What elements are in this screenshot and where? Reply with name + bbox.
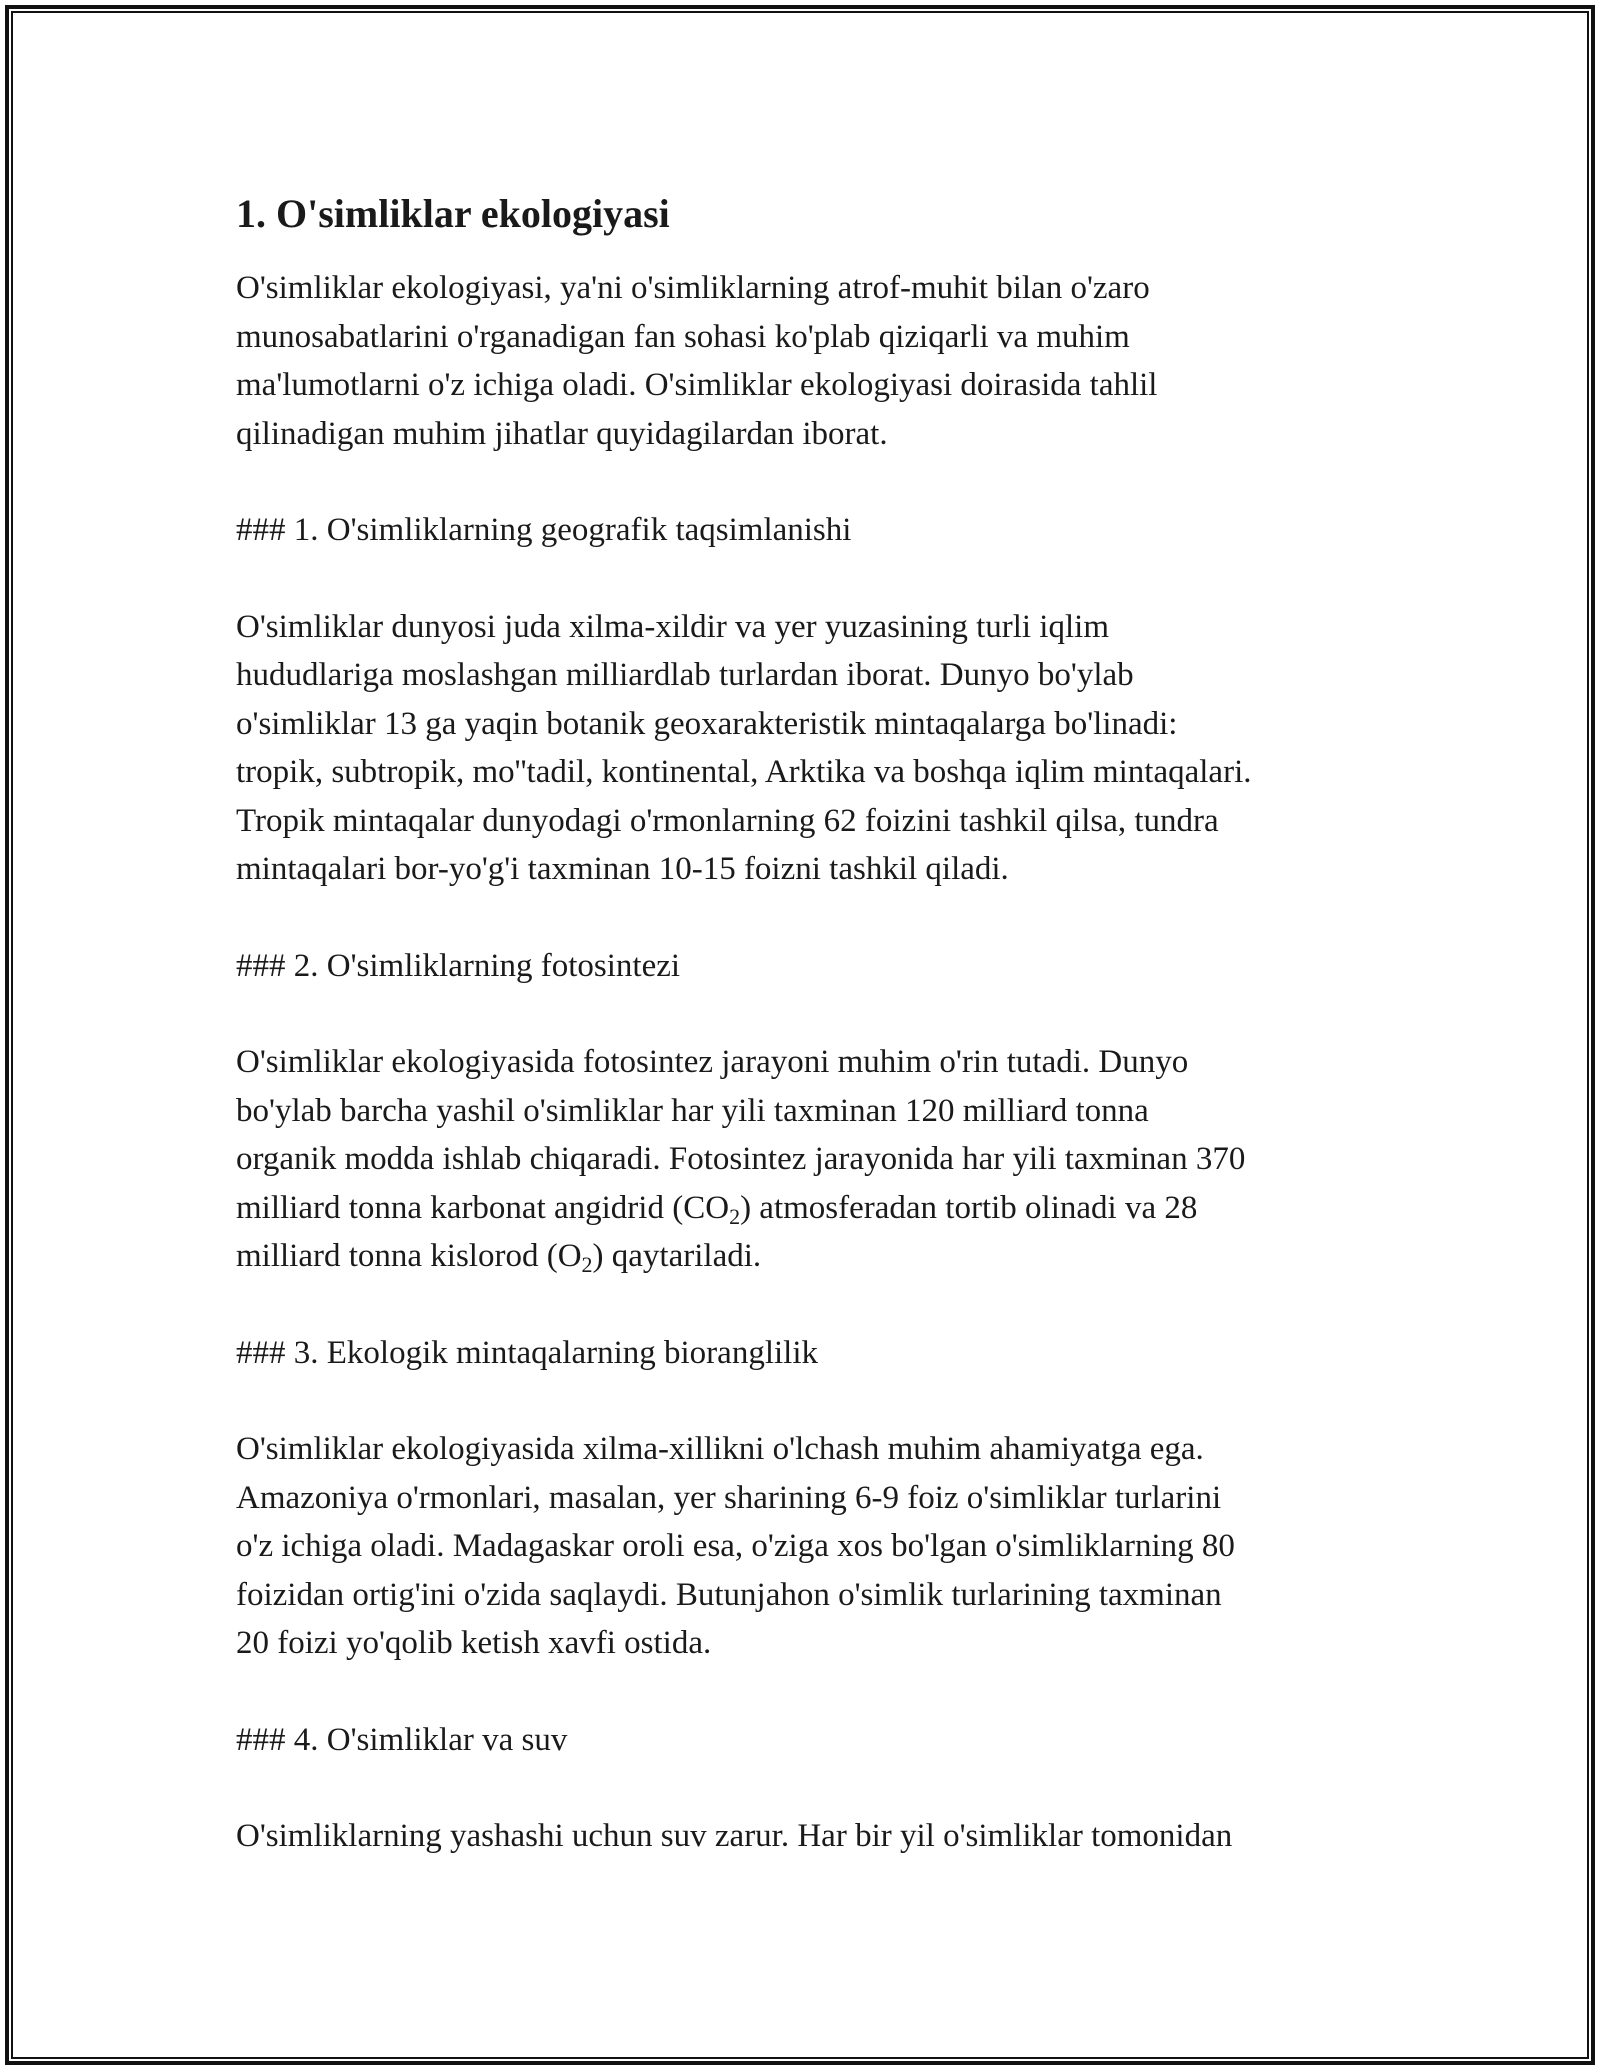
text-line: munosabatlarini o'rganadigan fan sohasi ko'plab qiziqarli va muhim <box>236 318 1130 355</box>
text-line: hududlariga moslashgan milliardlab turlardan iborat. Dunyo bo'ylab <box>236 657 1134 693</box>
document-title: 1. O'simliklar ekologiyasi <box>236 191 670 236</box>
text-line-co2 <box>236 1184 1376 1233</box>
text-line: o'simliklar 13 ga yaqin botanik geoxarakteristik mintaqalarga bo'linadi: <box>236 705 1178 742</box>
text-line: foizidan ortig'ini o'zida saqlaydi. Butunjahon o'simlik turlarining taxminan <box>236 1576 1222 1613</box>
text-line: bo'ylab barcha yashil o'simliklar har yili taxminan 120 milliard tonna <box>236 1092 1149 1129</box>
document-body <box>236 186 1376 1909</box>
text-line: 20 foizi yo'qolib ketish xavfi ostida. <box>236 1625 712 1661</box>
text-fragment: ) qaytariladi. <box>592 1238 762 1274</box>
text-fragment: milliard tonna karbonat angidrid (CO <box>236 1189 730 1226</box>
text-line: mintaqalari bor-yo'g'i taxminan 10-15 foizni tashkil qiladi. <box>236 851 1009 887</box>
section-paragraph-geography <box>236 603 1376 894</box>
text-line: Amazoniya o'rmonlari, masalan, yer sharining 6-9 foiz o'simliklar turlarini <box>236 1479 1222 1516</box>
section-heading-geography: ### 1. O'simliklarning geografik taqsimlanishi <box>236 512 852 548</box>
subscript-two: 2 <box>581 1252 593 1277</box>
text-line: organik modda ishlab chiqaradi. Fotosintez jarayonida har yili taxminan 370 <box>236 1141 1246 1177</box>
section-paragraph-water <box>236 1812 1376 1861</box>
section-heading-biodiversity: ### 3. Ekologik mintaqalarning bioranglilik <box>236 1334 818 1371</box>
subscript-two: 2 <box>729 1203 741 1229</box>
text-line-o2 <box>236 1232 1376 1281</box>
text-line: O'simliklarning yashashi uchun suv zarur. Har bir yil o'simliklar tomonidan <box>236 1818 1233 1854</box>
text-line: O'simliklar dunyosi juda xilma-xildir va yer yuzasining turli iqlim <box>236 608 1109 645</box>
text-line: Tropik mintaqalar dunyodagi o'rmonlarning 62 foizini tashkil qilsa, tundra <box>236 802 1219 839</box>
text-line: ma'lumotlarni o'z ichiga oladi. O'simliklar ekologiyasi doirasida tahlil <box>236 367 1158 403</box>
text-fragment: milliard tonna kislorod (O <box>236 1238 582 1274</box>
intro-paragraph <box>236 264 1376 458</box>
text-line: qilinadigan muhim jihatlar quyidagilardan iborat. <box>236 415 888 452</box>
text-line: o'z ichiga oladi. Madagaskar oroli esa, o'ziga xos bo'lgan o'simliklarning 80 <box>236 1528 1235 1564</box>
section-paragraph-biodiversity <box>236 1425 1376 1668</box>
text-line: tropik, subtropik, mo''tadil, kontinental, Arktika va boshqa iqlim mintaqalari. <box>236 754 1252 790</box>
text-line: O'simliklar ekologiyasi, ya'ni o'simliklarning atrof-muhit bilan o'zaro <box>236 270 1150 306</box>
text-line: O'simliklar ekologiyasida fotosintez jarayoni muhim o'rin tutadi. Dunyo <box>236 1044 1189 1080</box>
text-line: O'simliklar ekologiyasida xilma-xillikni o'lchash muhim ahamiyatga ega. <box>236 1431 1204 1467</box>
section-paragraph-photosynthesis <box>236 1038 1376 1281</box>
text-fragment: ) atmosferadan tortib olinadi va 28 <box>740 1189 1198 1226</box>
section-heading-water: ### 4. O'simliklar va suv <box>236 1721 568 1758</box>
section-heading-photosynthesis: ### 2. O'simliklarning fotosintezi <box>236 947 681 984</box>
